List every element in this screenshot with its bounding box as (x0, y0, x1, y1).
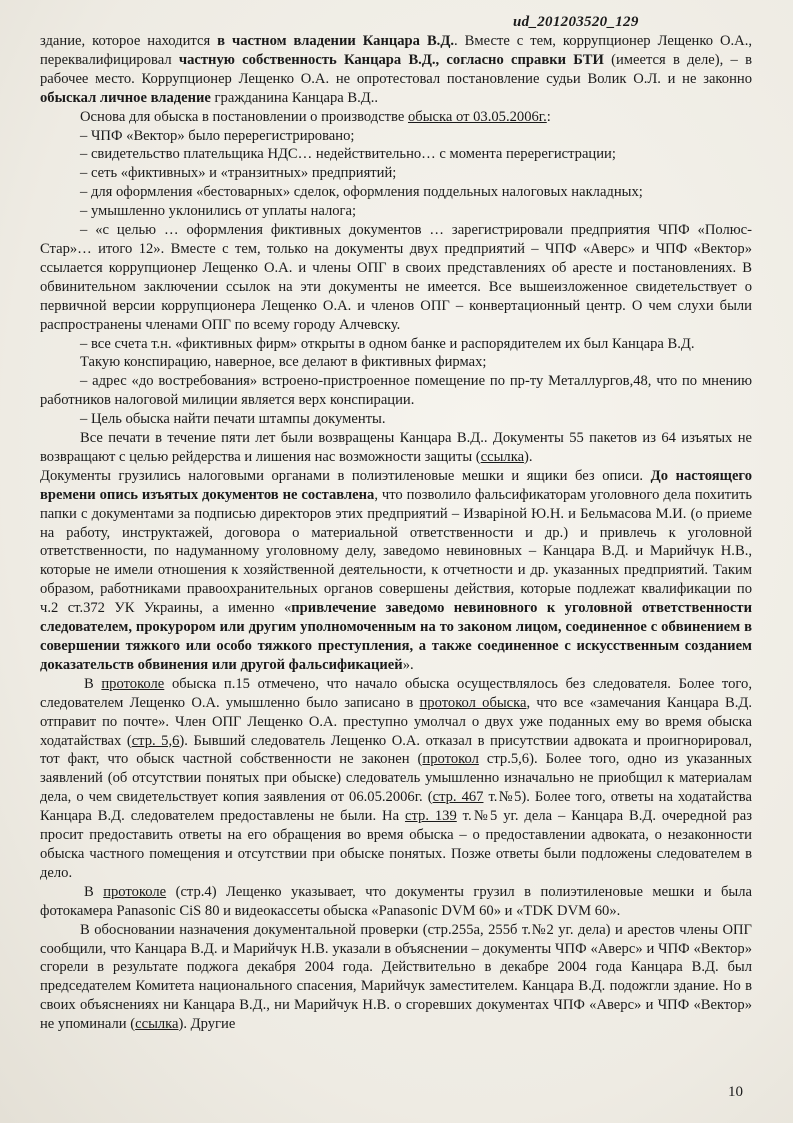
paragraph-1: здание, которое находится в частном владении Канцара В.Д.. Вместе с тем, коррупционер Лещенко О.А., переквалифицировал частную собственность Канцара В.Д., согласно справки БТИ (имеется в деле), – в рабочее место. Коррупционер Лещенко О.А. не опротестовал постановление судьи Волик О.Л. и не законно обыскал личное владение гражданина Канцара В.Д.. (40, 33, 753, 106)
list-item: – свидетельство плательщика НДС… недействительно… с момента перерегистрации; (80, 146, 616, 163)
document-body (40, 32, 752, 1034)
protocol-link-2[interactable]: протокол (422, 751, 479, 768)
paragraph-3: – «с целью … оформления фиктивных документов … зарегистрировали предприятия ЧПФ «Полюс-Стар»… итого 12». Вместе с тем, только на документы двух предприятий – ЧПФ «Аверс» и ЧПФ «Вектор» ссылается коррупционер Лещенко О.А. и члены ОПГ в своих представлениях об аресте и постановлениях. В обвинительном заключении ссылок на эти документы не имеется. Все вышеизложенное свидетельствует о первичной версии коррупционера Лещенко О.А. и членов ОПГ – конвертационный центр. О чем слухи были распространены членами ОПГ по всему городу Алчевску. (40, 222, 752, 333)
search-grounds-list (40, 127, 752, 222)
paragraph-10: В протоколе обыска п.15 отмечено, что начало обыска осуществлялось без следователя. Более того, следователем Лещенко О.А. умышленно было записано в протокол обыска, что все «замечания Канцара В.Д. отправит по почте». Член ОПГ Лещенко О.А. преступно умолчал о двух уже поданных ему во время обыска ходатайствах (стр. 5,6). Бывший следователь Лещенко О.А. отказал в присутствии адвоката и проигнорировал, тот факт, что обыск частной собственности не законен (протокол стр.5,6). Более того, одно из указанных заявлений (об отсутствии понятых при обыске) следователь умышленно изначально не приобщил к материалам дела, о чем свидетельствует копия заявления от 06.05.2006г. (стр. 467 т.№5). Более того, ответы на ходатайства Канцара В.Д. следователем предоставлены не были. На стр. 139 т.№5 уг. дела – Канцара В.Д. очередной раз просит предоставить ответы на его обращения во время обыска – о предоставлении адвоката, о незаконности обыска частного помещения и отсутствии при обыске понятых. Позже ответы были подложены следователем в дело. (40, 675, 752, 881)
paragraph-2: Основа для обыска в постановлении о производстве обыска от 03.05.2006г.: (80, 108, 551, 125)
protocol-link-3[interactable]: протоколе (103, 883, 167, 900)
reference-link[interactable]: ссылка (480, 448, 525, 465)
page-467-link[interactable]: стр. 467 (432, 789, 484, 806)
reference-link-2[interactable]: ссылка (135, 1016, 179, 1033)
page-139-link[interactable]: стр. 139 (404, 808, 457, 825)
paragraph-12: В обосновании назначения документальной проверки (стр.255а, 255б т.№2 уг. дела) и арестов члены ОПГ сообщили, что Канцара В.Д. и Марийчук Н.В. указали в объяснении – документы ЧПФ «Аверс» и ЧПФ «Вектор» сгорели в результате поджога декабря 2004 года. Действительно в декабре 2004 года Канцара В.Д. был председателем Комитета национального спасения, Марийчук заместителем. Канцара В.Д. подожгли здание. Но в своих объяснениях ни Канцара В.Д., ни Марийчук Н.В. о сгоревших документах ЧПФ «Аверс» и ЧПФ «Вектор» не упоминали (ссылка). Другие (40, 921, 752, 1033)
list-item: – сеть «фиктивных» и «транзитных» предприятий; (80, 165, 397, 182)
paragraph-6: – адрес «до востребования» встроено-пристроенное помещение по пр-ту Металлургов,48, что по мнению работников налоговой милиции является верх конспирации. (40, 373, 752, 409)
page-5-6-link[interactable]: стр. 5,6 (131, 732, 180, 749)
list-item: – для оформления «бестоварных» сделок, оформления поддельных налоговых накладных; (80, 184, 643, 201)
list-item: – умышленно уклонились от уплаты налога; (80, 203, 357, 220)
paragraph-4: – все счета т.н. «фиктивных фирм» открыты в одном банке и распорядителем их был Канцара В.Д. (80, 335, 695, 352)
page-number: 10 (728, 1084, 743, 1100)
paragraph-11: В протоколе (стр.4) Лещенко указывает, что документы грузил в полиэтиленовые мешки и была фотокамера Panasonic CiS 80 и видеокассеты обыска «Panasonic DVM 60» и «TDK DVM 60». (40, 883, 752, 919)
list-item: – ЧПФ «Вектор» было перерегистрировано; (80, 127, 355, 144)
search-order-link[interactable]: обыска от 03.05.2006г. (407, 108, 547, 125)
protocol-link[interactable]: протоколе (101, 675, 165, 692)
paragraph-5: Такую конспирацию, наверное, все делают в фиктивных фирмах; (80, 354, 487, 371)
paragraph-8: Все печати в течение пяти лет были возвращены Канцара В.Д.. Документы 55 пакетов из 64 изъятых не возвращают с целью рейдерства и лишения нас возможности защиты (ссылка). (40, 430, 752, 465)
search-protocol-link[interactable]: протокол обыска (419, 694, 527, 711)
document-id: ud_201203520_129 (513, 14, 639, 30)
paragraph-9: Документы грузились налоговыми органами в полиэтиленовые мешки и ящики без описи. До настоящего времени опись изъятых документов не составлена, что позволило фальсификаторам уголовного дела похитить папки с документами за подписью директоров этих предприятий – Изваріной Ю.Н. и Бельмасова М.И. (о приеме на работу, инструктажей, договора о материальной ответственности и др.) и привлечь к уголовной ответственности, по надуманному уголовному делу, заведомо невиновных – Канцара В.Д. и Марийчук Н.В., которые не имели отношения к хозяйственной деятельности, к отчетности и др. указанных предприятий. Таким образом, работниками правоохранительных органов совершены действия, которые подлежат квалификации по ч.2 ст.372 УК Украины, а именно «привлечение заведомо невиновного к уголовной ответственности следователем, прокурором или другим уполномоченным на то законом лицом, соединенное с обвинением в совершении тяжкого или особо тяжкого преступления, а также соединенное с искусственным созданием доказательств обвинения или другой фальсификацией». (40, 467, 752, 673)
paragraph-7: – Цель обыска найти печати штампы документы. (80, 411, 386, 428)
